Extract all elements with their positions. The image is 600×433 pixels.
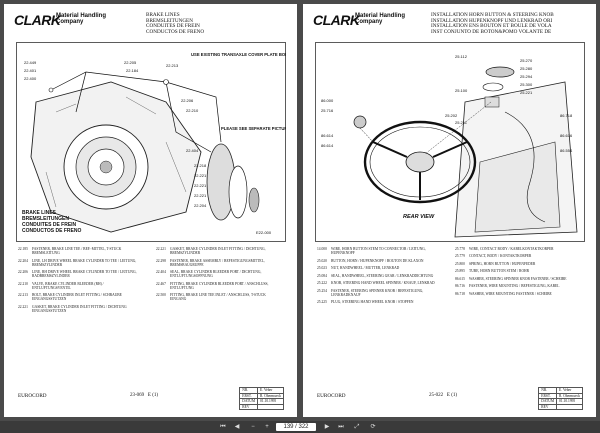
callout-label: 22.184	[126, 68, 139, 73]
legend-entry	[18, 270, 143, 278]
previous-page-button[interactable]: ◀	[234, 424, 240, 430]
inset-title-line: BRAKE LINES	[22, 210, 56, 216]
part-number: 25.800	[455, 261, 465, 266]
part-description: FITTING, BRAKE CYLINDER BLEEDER PORT / ANSCHLUSS, ENTLUFTUNG	[170, 281, 269, 290]
part-description: FASTENER, BRAKE LINE TEE / BEF.-MITTEL, T-STUCK BREMSLEITUNG	[32, 247, 122, 256]
title-line: INSTALLATION ENS BOUTON ET BOULE DE VOLA	[431, 23, 552, 30]
zoom-out-button[interactable]: −	[251, 424, 255, 430]
part-number: 25.084	[317, 273, 327, 278]
first-page-button[interactable]: ⏮	[220, 424, 226, 430]
page-title	[431, 13, 554, 35]
part-description: NUT, HANDWHEEL / MUTTER, LENKRAD	[331, 266, 400, 271]
brake-lines-diagram	[16, 42, 286, 242]
part-number: 25.222	[317, 281, 327, 286]
callout-label: 22.206	[181, 98, 194, 103]
part-number: 22.210	[18, 281, 28, 286]
last-page-button[interactable]: ⏭	[338, 424, 344, 430]
part-number: 86.718	[455, 291, 465, 296]
callout-label: 22.205	[124, 60, 137, 65]
legend-entry	[455, 292, 580, 296]
part-description: FITTING, BRAKE LINE TEE INLET / ANSCHLUSS, T-STUCK EINGANG	[170, 293, 266, 302]
part-description: PLUG, STEERING HAND WHEEL KNOB / STOPFEN	[331, 300, 414, 305]
part-description: GASKET, BRAKE CYLINDER INLET FITTING / DICHTUNG EINGANGSSTUTZEN	[32, 304, 127, 313]
legend-column-left	[317, 247, 442, 308]
legend-column-right	[455, 247, 580, 299]
inset-title-line: BREMSLEITUNGEN	[22, 216, 69, 222]
logo-subtitle-2: Company	[355, 19, 383, 25]
callout-label: 25.270	[520, 58, 533, 63]
part-description: WIRE, CONTACT BODY / KABELKONTAKTKORPER	[469, 247, 554, 251]
callout-label: 25.280	[520, 66, 533, 71]
rotate-icon[interactable]: ⟳	[370, 424, 376, 430]
legend-entry	[317, 274, 442, 278]
legend-entry	[18, 282, 143, 290]
callout-label: 22.400	[24, 76, 37, 81]
revision-table: NR. E. Veber ERST. R. Obermueck DATUM 01.10.1995 REV	[239, 387, 284, 410]
part-description: SEAL, HANDWHEEL, STEERING GEAR / LENKRADDICHTUNG	[331, 273, 434, 278]
callout-label: 22.218	[194, 163, 207, 168]
page-indicator-input[interactable]: 139 / 322	[276, 423, 316, 431]
footer-page-ref: 23-069 E (1)	[130, 393, 159, 398]
legend-entry	[455, 269, 580, 273]
part-number: 22.298	[156, 258, 166, 263]
steering-wheel-diagram	[315, 42, 585, 242]
rear-view-label: REAR VIEW	[403, 214, 435, 220]
diagram-code: E22-000	[256, 230, 272, 235]
part-number: 25.225	[317, 300, 327, 305]
part-number: 25.778	[455, 247, 465, 251]
part-number: 25.020	[317, 258, 327, 263]
part-description: FASTENER, STEERING SPINNER KNOB / BEFESTIGUNG, LENKRADKNAUF	[331, 288, 424, 297]
callout-label: 22.401	[24, 68, 37, 73]
right-page	[303, 4, 596, 417]
part-description: CONTACT, BODY / KONTAKTKORPER	[469, 254, 532, 259]
footer-page-ref: 25-022 E (1)	[429, 393, 458, 398]
legend-entry	[455, 247, 580, 251]
legend-entry	[156, 293, 281, 301]
legend-entry	[156, 247, 281, 255]
inset-title-line: CONDUITES DE FREIN	[22, 222, 77, 228]
part-description: BUTTON, HORN / HUPENKNOPF / BOUTON DE KLAXON	[331, 258, 424, 263]
part-description: VALVE, BRAKE CYLINDER BLEEDER (RH) / ENTLUFTUNGSVENTIL	[32, 281, 104, 290]
legend-entry	[317, 300, 442, 304]
callout-label: 25.100	[455, 88, 468, 93]
part-number: 25.023	[317, 266, 327, 271]
legend-entry	[317, 266, 442, 270]
callout-label: 25.294	[520, 74, 533, 79]
part-description: TUBE, HORN BUTTON STEM / ROHR	[469, 269, 530, 274]
logo-mark: CLARK	[313, 12, 360, 28]
callout-label: 22.221	[194, 193, 207, 198]
callout-label: 25.112	[455, 54, 467, 59]
part-number: 86.716	[455, 284, 465, 289]
part-number: 25.779	[455, 254, 465, 259]
fit-page-icon[interactable]: ⤢	[354, 424, 360, 430]
callout-label: 25.202	[445, 113, 458, 118]
part-number: 22.221	[156, 247, 166, 251]
clark-logo	[313, 12, 406, 30]
logo-subtitle-1: Material Handling	[355, 13, 406, 19]
logo-mark: CLARK	[14, 12, 61, 28]
part-number: 25.254	[317, 288, 327, 293]
callout-label: 25.221	[520, 90, 533, 95]
revision-table: NR. E. Veber ERST. R. Obermueck DATUM 01.10.1995 REV	[538, 387, 583, 410]
legend-entry	[18, 247, 143, 255]
callout-label: 25.300	[520, 82, 533, 87]
legend-entry	[455, 262, 580, 266]
note-text: USE EXISTING TRANSAXLE COVER PLATE BOLT	[191, 52, 286, 57]
part-number: 22.500	[156, 293, 166, 298]
part-description: GASKET, BRAKE CYLINDER INLET FITTING / DICHTUNG, BREMSZYLINDER	[170, 247, 266, 256]
part-description: WASHER, WIRE MOUNTING FASTENER / SCHEIBE	[469, 291, 552, 296]
page-title	[146, 13, 204, 35]
footer-brand: EUROCORD	[18, 393, 47, 399]
part-description: WASHER, STEERING SPINNER KNOB FASTENER / SCHEIBE	[469, 276, 567, 281]
callout-label: 22.449	[24, 60, 37, 65]
callout-label: 22.221	[194, 173, 207, 178]
callout-label: 22.204	[194, 203, 207, 208]
logo-subtitle-2: Company	[56, 19, 84, 25]
legend-entry	[18, 305, 143, 313]
title-line: INST CONJUNTO DE BOTON&POMO VOLANTE DE	[431, 28, 552, 35]
part-description: SEAL, BRAKE CYLINDER BLEEDER PORT / DICHTUNG, ENTLUFTUNGSOFFNUNG	[170, 270, 262, 279]
legend-entry	[455, 277, 580, 281]
callout-label: 25.211	[455, 120, 467, 125]
part-number: 22.204	[18, 258, 28, 263]
part-number: 14.000	[317, 247, 327, 251]
part-number: 22.221	[18, 304, 28, 309]
callout-label: 22.213	[166, 63, 179, 68]
legend-entry	[317, 281, 442, 285]
legend-entry	[18, 293, 143, 301]
legend-column-left	[18, 247, 143, 316]
title-line: INSTALLATION HORN BUTTON & STEERING KNOB	[431, 12, 554, 18]
title-line: INSTALLATION HUPENKNOPF UND LENKRAD ORI	[431, 17, 553, 24]
part-number: 22.467	[156, 281, 166, 286]
legend-entry	[455, 254, 580, 258]
part-number: 22.404	[156, 270, 166, 275]
part-number: 86.615	[455, 276, 465, 281]
part-number: 22.213	[18, 293, 28, 298]
part-description: BOLT, BRAKE CYLINDER INLET FITTING / SCHRAUBE EINGANGSSTUTZEN	[32, 293, 122, 302]
legend-entry	[18, 259, 143, 267]
left-page	[4, 4, 297, 417]
title-line: CONDUCTOS DE FRENO	[146, 28, 205, 35]
title-line: CONDUITES DE FREIN	[146, 23, 200, 30]
part-description: FASTENER, BRAKE ASSEMBLY / BEFESTIGUNGSMITTEL, BREMSBAUGRUPPE	[170, 258, 265, 267]
callout-label: 25.716	[321, 108, 334, 113]
part-description: KNOB, STEERING HAND WHEEL SPINNER / KNAUF, LENKRAD	[331, 281, 435, 286]
legend-entry	[156, 282, 281, 290]
callout-label: 86.614	[321, 133, 334, 138]
footer-brand: EUROCORD	[317, 393, 346, 399]
logo-subtitle-1: Material Handling	[56, 13, 107, 19]
zoom-in-button[interactable]: +	[265, 424, 269, 430]
note-text: PLEASE SEE SEPARATE PICTURE!	[221, 126, 286, 131]
part-description: FASTENER, WIRE MOUNTING / BEFESTIGUNG, KABEL	[469, 284, 560, 289]
callout-label: 22.210	[186, 108, 199, 113]
part-description: LINE, RH DRIVE WHEEL BRAKE CYLINDER TO TEE / LEITUNG, RADBREMSZYLINDER	[32, 270, 137, 279]
legend-entry	[455, 284, 580, 288]
callout-label: 86.554	[560, 148, 573, 153]
legend-entry	[317, 247, 442, 255]
title-line: BREMSLEITUNGEN	[146, 17, 193, 24]
legend-column-right	[156, 247, 281, 305]
clark-logo	[14, 12, 107, 30]
part-number: 25.895	[455, 269, 465, 274]
legend-entry	[156, 259, 281, 267]
callout-label: 86.614	[321, 143, 334, 148]
part-number: 22.185	[18, 247, 28, 251]
part-description: LINE, LH DRIVE WHEEL BRAKE CYLINDER TO TEE / LEITUNG, BREMSZYLINDER	[32, 258, 137, 267]
part-description: WIRE, HORN BUTTON STEM TO CONNECTOR / LEITUNG, HUPENKNOPF	[331, 247, 426, 256]
callout-label: 86.000	[321, 98, 334, 103]
legend-entry	[317, 289, 442, 297]
title-line: BRAKE LINES	[146, 12, 180, 18]
part-description: SPRING, HORN BUTTON / HUPENFEDER	[469, 261, 536, 266]
legend-entry	[156, 270, 281, 278]
next-page-button[interactable]: ▶	[324, 424, 330, 430]
callout-label: 22.404	[186, 148, 199, 153]
viewer-toolbar	[0, 421, 600, 433]
callout-label: 22.221	[194, 183, 207, 188]
part-number: 22.206	[18, 270, 28, 275]
callout-label: 86.616	[560, 133, 573, 138]
inset-title-line: CONDUCTOS DE FRENO	[22, 228, 82, 234]
callout-label: 86.718	[560, 113, 573, 118]
legend-entry	[317, 259, 442, 263]
